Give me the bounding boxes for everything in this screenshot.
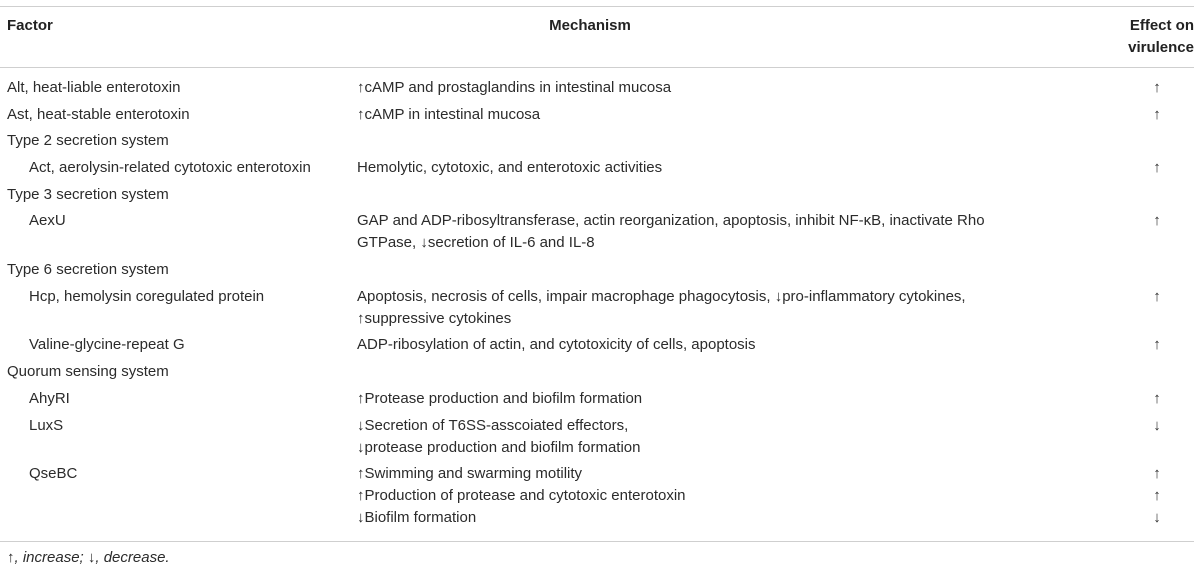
row-mechanism: ↑Swimming and swarming motility xyxy=(357,465,583,482)
group-heading: Type 6 secretion system xyxy=(7,261,169,278)
row-effect: ↑ xyxy=(1153,159,1161,176)
row-effect: ↑ xyxy=(1153,212,1161,229)
row-mechanism: ↑cAMP in intestinal mucosa xyxy=(357,106,541,123)
row-effect: ↑ xyxy=(1153,336,1161,353)
row-effect: ↑ xyxy=(1153,390,1161,407)
row-factor: Hcp, hemolysin coregulated protein xyxy=(29,288,265,305)
row-mechanism-cont: ↓Biofilm formation xyxy=(357,509,477,526)
row-effect: ↑ xyxy=(1153,487,1161,504)
row-factor: QseBC xyxy=(29,465,78,482)
row-effect: ↓ xyxy=(1153,509,1161,526)
row-mechanism-cont: ↑suppressive cytokines xyxy=(357,310,512,327)
row-factor: Act, aerolysin-related cytotoxic enterotoxin xyxy=(29,159,311,176)
row-effect: ↑ xyxy=(1153,288,1161,305)
row-factor: LuxS xyxy=(29,417,64,434)
row-factor: Valine-glycine-repeat G xyxy=(29,336,185,353)
row-mechanism-cont: ↓protease production and biofilm formation xyxy=(357,439,641,456)
group-heading: Type 3 secretion system xyxy=(7,186,169,203)
row-mechanism: GAP and ADP-ribosyltransferase, actin reorganization, apoptosis, inhibit NF-κB, inactivate Rho xyxy=(357,212,985,229)
up-arrow-symbol: ↑ xyxy=(7,549,15,566)
row-mechanism: Apoptosis, necrosis of cells, impair macrophage phagocytosis, ↓pro-inflammatory cytokines, xyxy=(357,288,966,305)
footnote-decrease: , decrease. xyxy=(95,549,170,566)
footnote-increase: , increase; xyxy=(14,549,88,566)
row-mechanism-cont: GTPase, ↓secretion of IL-6 and IL-8 xyxy=(357,234,595,251)
header-factor: Factor xyxy=(7,17,53,34)
header-effect-line2: virulence xyxy=(1128,39,1194,56)
row-mechanism-cont: ↑Production of protease and cytotoxic enterotoxin xyxy=(357,487,686,504)
row-mechanism: Hemolytic, cytotoxic, and enterotoxic activities xyxy=(357,159,663,176)
row-factor: AhyRI xyxy=(29,390,70,407)
group-heading: Type 2 secretion system xyxy=(7,132,169,149)
row-effect: ↑ xyxy=(1153,79,1161,96)
header-mechanism: Mechanism xyxy=(549,17,631,34)
row-mechanism: ↓Secretion of T6SS-asscoiated effectors, xyxy=(357,417,629,434)
row-factor: Ast, heat-stable enterotoxin xyxy=(7,106,190,123)
group-heading: Quorum sensing system xyxy=(7,363,169,380)
row-mechanism: ↑cAMP and prostaglandins in intestinal mucosa xyxy=(357,79,672,96)
header-effect-line1: Effect on xyxy=(1129,17,1194,34)
row-effect: ↑ xyxy=(1153,465,1161,482)
bottom-rule xyxy=(0,541,1194,542)
table-footnote xyxy=(7,549,170,566)
top-rule xyxy=(0,6,1194,7)
row-factor: Alt, heat-liable enterotoxin xyxy=(7,79,181,96)
header-rule xyxy=(0,67,1194,68)
row-mechanism: ADP-ribosylation of actin, and cytotoxicity of cells, apoptosis xyxy=(357,336,756,353)
down-arrow-symbol: ↓ xyxy=(87,549,96,566)
row-mechanism: ↑Protease production and biofilm formation xyxy=(357,390,643,407)
row-factor: AexU xyxy=(29,212,66,229)
row-effect: ↑ xyxy=(1153,106,1161,123)
row-effect: ↓ xyxy=(1153,417,1161,434)
